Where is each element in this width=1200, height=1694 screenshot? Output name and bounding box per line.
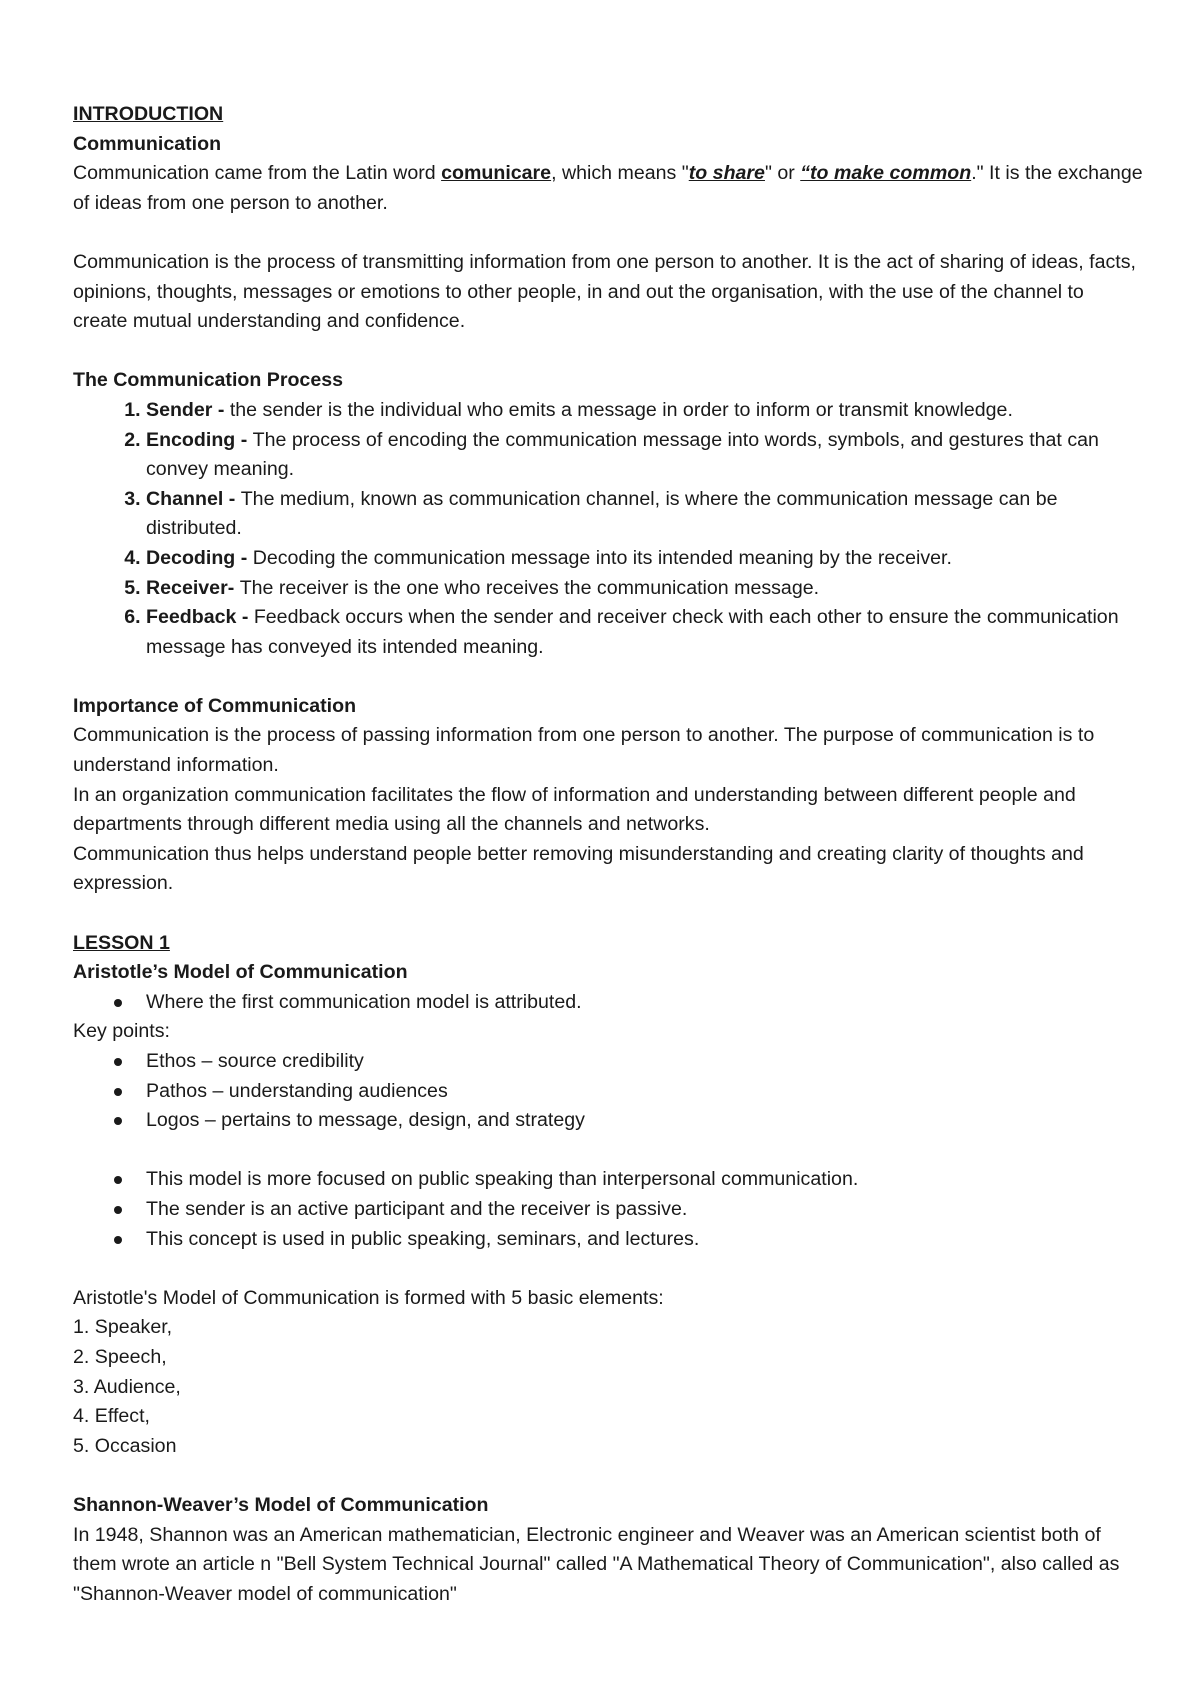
aristotle-intro-list	[73, 988, 1143, 1018]
list-item: 1. Sender - the sender is the individual who emits a message in order to inform or transmit knowledge.	[146, 396, 1143, 426]
key-points-list	[73, 1047, 1143, 1136]
list-item: The sender is an active participant and the receiver is passive.	[73, 1195, 1143, 1225]
section-heading-introduction: INTRODUCTION	[73, 103, 224, 125]
subheading-communication: Communication	[73, 132, 222, 155]
subheading-importance: Importance of Communication	[73, 694, 357, 717]
bullet-icon	[114, 1236, 122, 1244]
paragraph-definition: Communication came from the Latin word comunicare, which means "to share" or “to make common." It is the exchange of ideas from one person to another.	[73, 162, 1143, 214]
bullet-icon	[114, 1206, 122, 1214]
bullet-icon	[114, 1117, 122, 1125]
list-item: This model is more focused on public speaking than interpersonal communication.	[73, 1165, 1143, 1195]
bullet-icon	[114, 1088, 122, 1096]
subheading-communication-process: The Communication Process	[73, 369, 344, 392]
element-item: 3. Audience,	[73, 1375, 181, 1398]
list-item: 2. Encoding - The process of encoding the communication message into words, symbols, and gestures that can convey meaning.	[146, 426, 1143, 485]
bullet-icon	[114, 1058, 122, 1066]
paragraph-importance-1: Communication is the process of passing information from one person to another. The purpose of communication is to understand information.	[73, 724, 1095, 777]
elements-intro: Aristotle's Model of Communication is formed with 5 basic elements:	[73, 1286, 664, 1309]
list-item: Ethos – source credibility	[73, 1047, 1143, 1077]
list-item: 5. Receiver- The receiver is the one who receives the communication message.	[146, 574, 1143, 604]
list-item: 4. Decoding - Decoding the communication message into its intended meaning by the receiver.	[146, 544, 1143, 574]
paragraph-importance-3: Communication thus helps understand people better removing misunderstanding and creating clarity of thoughts and expression.	[73, 842, 1084, 895]
list-item: This concept is used in public speaking, seminars, and lectures.	[73, 1225, 1143, 1255]
aristotle-notes-list	[73, 1165, 1143, 1254]
subheading-aristotle: Aristotle’s Model of Communication	[73, 961, 408, 984]
subheading-shannon-weaver: Shannon-Weaver’s Model of Communication	[73, 1493, 489, 1516]
term-to-make-common: “to make common	[800, 162, 972, 185]
element-item: 5. Occasion	[73, 1434, 177, 1457]
document-page	[73, 100, 1143, 1609]
bullet-icon	[114, 999, 122, 1007]
key-points-label: Key points:	[73, 1020, 170, 1043]
term-to-share: to share	[688, 162, 765, 185]
bullet-icon	[114, 1176, 122, 1184]
list-item: Logos – pertains to message, design, and strategy	[73, 1106, 1143, 1136]
process-list	[73, 396, 1143, 662]
list-item: 3. Channel - The medium, known as communication channel, is where the communication message can be distributed.	[146, 485, 1143, 544]
element-item: 2. Speech,	[73, 1345, 167, 1368]
list-item: Pathos – understanding audiences	[73, 1077, 1143, 1107]
term-comunicare: comunicare	[441, 162, 552, 185]
paragraph-shannon-weaver: In 1948, Shannon was an American mathematician, Electronic engineer and Weaver was an American scientist both of them wrote an article n "Bell System Technical Journal" called "A Mathematical Theory of Communication", also called as "Shannon-Weaver model of communication"	[73, 1523, 1120, 1605]
element-item: 1. Speaker,	[73, 1316, 173, 1339]
section-heading-lesson-1: LESSON 1	[73, 931, 170, 954]
list-item: Where the first communication model is attributed.	[73, 988, 1143, 1018]
element-item: 4. Effect,	[73, 1405, 150, 1428]
list-item: 6. Feedback - Feedback occurs when the sender and receiver check with each other to ensure the communication message has conveyed its intended meaning.	[146, 603, 1143, 662]
paragraph-process-definition: Communication is the process of transmitting information from one person to another. It is the act of sharing of ideas, facts, opinions, thoughts, messages or emotions to other people, in and out the organisation, with the use of the channel to create mutual understanding and confidence.	[73, 250, 1136, 333]
paragraph-importance-2: In an organization communication facilitates the flow of information and understanding between different people and departments through different media using all the channels and networks.	[73, 783, 1076, 836]
